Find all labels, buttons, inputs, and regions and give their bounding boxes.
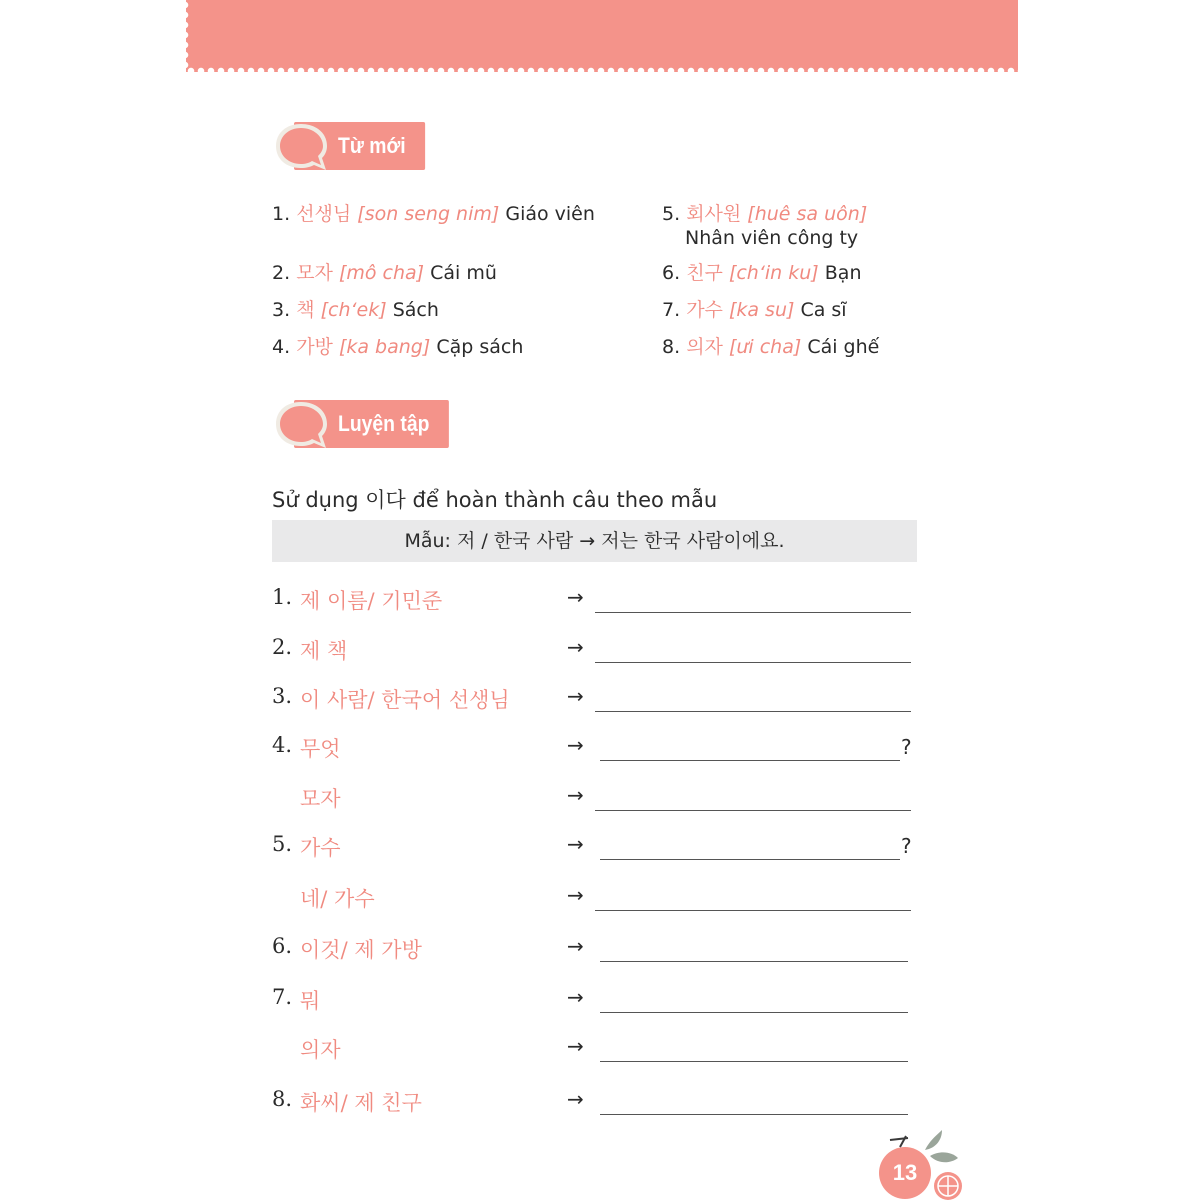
vocab-romanization: [huê sa uôn] [747,203,868,225]
exercise-prompt: 가수 [300,836,341,860]
answer-blank[interactable] [595,810,911,811]
vocab-meaning: Bạn [824,262,862,284]
vocab-item [272,298,439,322]
exercise-row [272,832,917,866]
vocab-korean: 가방 [296,336,333,358]
vocab-num: 6. [662,262,681,284]
exercise-prompt: 모자 [300,787,341,811]
vocab-item [272,261,497,285]
vocab-meaning: Nhân viên công ty [685,227,859,249]
vocab-item [272,335,523,359]
vocab-romanization: [ka su] [728,299,795,321]
exercise-prompt: 이것/ 제 가방 [300,938,422,962]
answer-blank[interactable] [595,662,911,663]
exercise-prompt: 네/ 가수 [300,887,375,911]
exercise-prompt: 의자 [300,1038,341,1062]
vocab-meaning: Cái mũ [430,262,497,284]
speech-bubble-icon [272,120,332,176]
vocab-meaning: Ca sĩ [800,299,847,321]
arrow-icon: → [567,883,584,907]
exercise-number: 8. [272,1087,293,1111]
vocab-num: 8. [662,336,681,358]
exercise-number: 3. [272,684,293,708]
answer-blank[interactable] [595,910,911,911]
exercise-prompt: 화씨/ 제 친구 [300,1091,422,1115]
vocab-romanization: [mô cha] [338,262,425,284]
question-mark: ? [901,735,912,759]
arrow-icon: → [567,832,584,856]
vocab-num: 2. [272,262,291,284]
page-number: 13 [892,1160,918,1185]
vocab-meaning: Sách [392,299,439,321]
vocab-romanization: [ka bang] [338,336,431,358]
arrow-icon: → [567,1087,584,1111]
banner-scalloped-edge [186,66,1018,76]
vocab-item [662,298,847,322]
answer-blank[interactable] [600,760,900,761]
arrow-icon: → [567,733,584,757]
vocab-meaning: Giáo viên [505,203,595,225]
exercise-number: 6. [272,934,293,958]
exercise-row [272,733,917,767]
exercise-row [272,1034,917,1068]
exercise-row [272,934,917,968]
vocab-korean: 선생님 [296,203,352,225]
exercise-row [272,684,917,718]
exercise-prompt: 제 책 [300,639,348,663]
practice-heading-label: Luyện tập [294,400,449,448]
vocab-item [272,202,595,226]
exercise-number: 5. [272,832,293,856]
answer-blank[interactable] [600,961,908,962]
vocab-meaning: Cặp sách [436,336,524,358]
exercise-row [272,783,917,817]
vocab-item [662,335,879,359]
vocab-korean: 책 [296,299,315,321]
vocab-korean: 가수 [686,299,723,321]
answer-blank[interactable] [600,1061,908,1062]
vocab-num: 4. [272,336,291,358]
answer-blank[interactable] [600,1114,908,1115]
vocab-meaning: Cái ghế [807,336,880,358]
exercise-row [272,883,917,917]
exercise-prompt: 뭐 [300,989,321,1013]
vocab-korean: 친구 [686,262,723,284]
answer-blank[interactable] [600,859,900,860]
vocab-romanization: [son seng nim] [357,203,500,225]
answer-blank[interactable] [595,711,911,712]
exercise-prompt: 이 사람/ 한국어 선생님 [300,688,510,712]
arrow-icon: → [567,684,584,708]
vocab-heading-label: Từ mới [294,122,425,170]
speech-bubble-icon [272,398,332,454]
vocab-korean: 모자 [296,262,333,284]
exercise-number: 7. [272,985,293,1009]
arrow-icon: → [567,635,584,659]
vocab-num: 5. [662,203,681,225]
arrow-icon: → [567,783,584,807]
practice-instruction: Sử dụng 이다 để hoàn thành câu theo mẫu [272,488,718,512]
exercise-row [272,635,917,669]
example-box: Mẫu: 저 / 한국 사람 → 저는 한국 사람이에요. [272,520,917,562]
vocab-item [662,261,862,285]
vocab-romanization: [ch‘in ku] [728,262,819,284]
arrow-icon: → [567,1034,584,1058]
vocab-num: 3. [272,299,291,321]
question-mark: ? [901,834,912,858]
exercise-number: 2. [272,635,293,659]
exercise-row [272,1087,917,1121]
answer-blank[interactable] [600,1012,908,1013]
top-banner [186,0,1018,72]
banner-scalloped-side [180,0,190,72]
exercise-prompt: 무엇 [300,737,341,761]
exercise-number: 1. [272,585,293,609]
vocab-korean: 의자 [686,336,723,358]
vocab-num: 7. [662,299,681,321]
arrow-icon: → [567,585,584,609]
exercise-number: 4. [272,733,293,757]
vocab-item [662,202,867,250]
exercise-row [272,585,917,619]
arrow-icon: → [567,934,584,958]
vocab-num: 1. [272,203,291,225]
vocab-romanization: [ưi cha] [728,336,802,358]
arrow-icon: → [567,985,584,1009]
exercise-prompt: 제 이름/ 기민준 [300,589,443,613]
vocab-korean: 회사원 [686,203,742,225]
vocab-romanization: [ch‘ek] [320,299,387,321]
answer-blank[interactable] [595,612,911,613]
exercise-row [272,985,917,1019]
